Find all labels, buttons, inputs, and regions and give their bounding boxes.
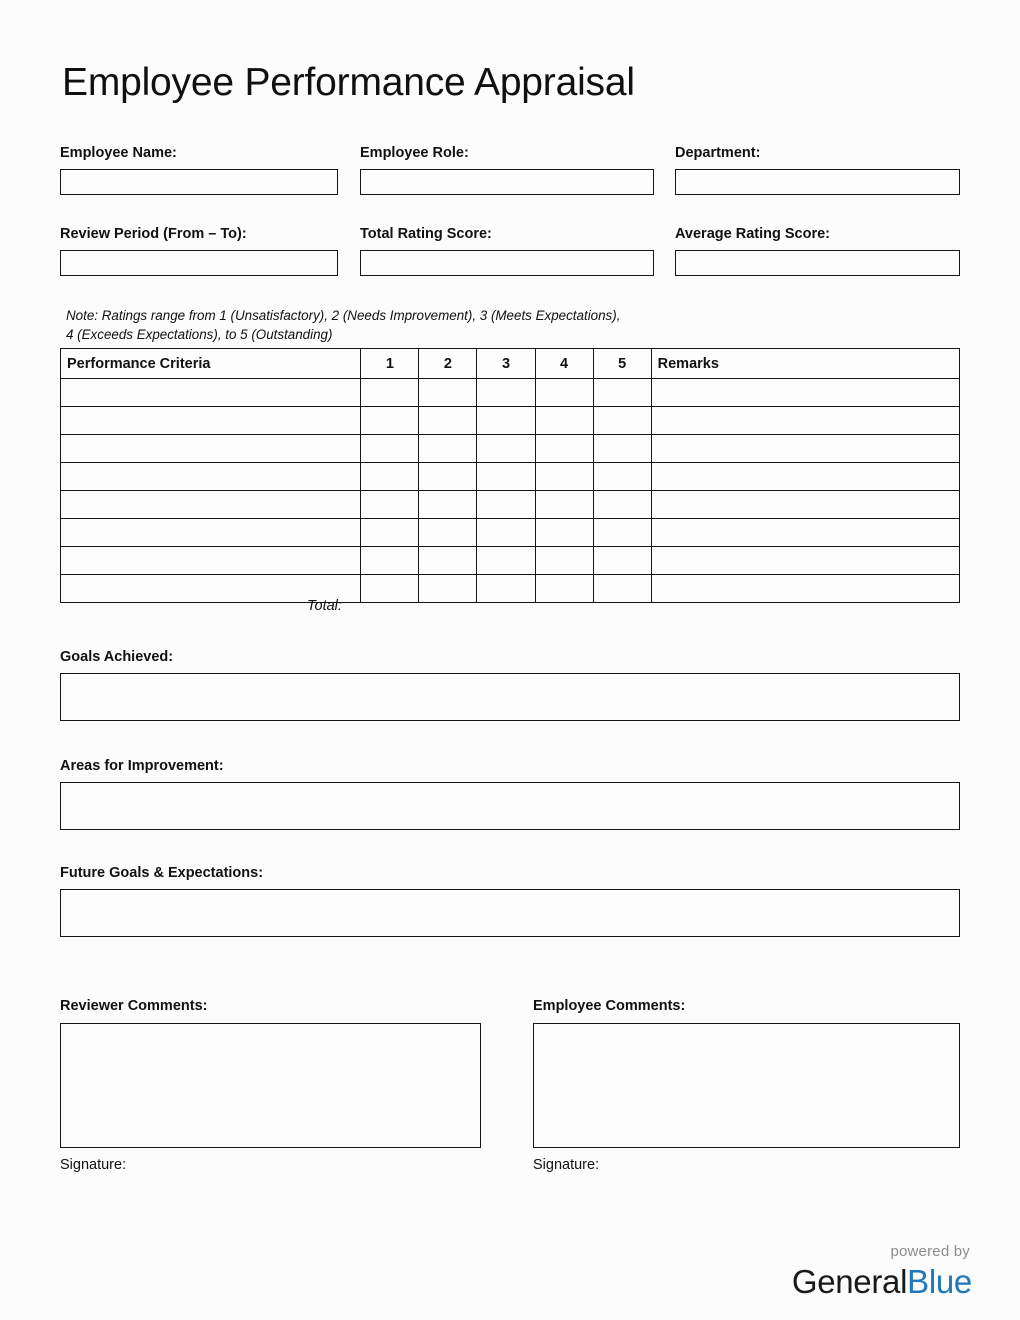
header-fields-row-2 <box>60 227 960 287</box>
field-department <box>675 146 960 195</box>
cell-rating-2[interactable] <box>419 379 477 407</box>
cell-remarks[interactable] <box>651 575 959 603</box>
column-header-rating-1: 1 <box>361 349 419 379</box>
reviewer-comments-textarea[interactable] <box>60 1023 481 1148</box>
performance-criteria-table <box>60 348 960 603</box>
cell-remarks[interactable] <box>651 407 959 435</box>
cell-rating-1[interactable] <box>361 519 419 547</box>
section-label-areas-for-improvement: Areas for Improvement: <box>60 758 224 774</box>
cell-rating-5[interactable] <box>593 435 651 463</box>
cell-rating-4[interactable] <box>535 575 593 603</box>
cell-rating-3[interactable] <box>477 407 535 435</box>
column-header-rating-3: 3 <box>477 349 535 379</box>
field-label-total-rating-score: Total Rating Score: <box>360 226 492 242</box>
cell-rating-4[interactable] <box>535 547 593 575</box>
review-period-input[interactable] <box>60 250 338 276</box>
cell-rating-2[interactable] <box>419 463 477 491</box>
cell-rating-1[interactable] <box>361 379 419 407</box>
employee-name-input[interactable] <box>60 169 338 195</box>
cell-remarks[interactable] <box>651 379 959 407</box>
cell-rating-1[interactable] <box>361 547 419 575</box>
cell-rating-1[interactable] <box>361 435 419 463</box>
cell-rating-3[interactable] <box>477 547 535 575</box>
column-header-rating-5: 5 <box>593 349 651 379</box>
cell-criteria[interactable] <box>61 463 361 491</box>
cell-rating-3[interactable] <box>477 379 535 407</box>
section-areas-for-improvement <box>60 759 960 830</box>
cell-rating-5[interactable] <box>593 575 651 603</box>
cell-rating-4[interactable] <box>535 379 593 407</box>
cell-remarks[interactable] <box>651 547 959 575</box>
average-rating-score-input[interactable] <box>675 250 960 276</box>
total-label: Total: <box>307 598 342 614</box>
section-label-future-goals-expectations: Future Goals & Expectations: <box>60 865 264 881</box>
cell-rating-2[interactable] <box>419 491 477 519</box>
table-row[interactable] <box>61 519 960 547</box>
field-label-review-period: Review Period (From – To): <box>60 226 247 242</box>
page-title: Employee Performance Appraisal <box>62 61 635 104</box>
cell-rating-3[interactable] <box>477 491 535 519</box>
cell-rating-1[interactable] <box>361 491 419 519</box>
cell-criteria[interactable] <box>61 407 361 435</box>
cell-rating-2[interactable] <box>419 407 477 435</box>
cell-rating-3[interactable] <box>477 519 535 547</box>
areas-for-improvement-textarea[interactable] <box>60 782 960 830</box>
cell-rating-5[interactable] <box>593 519 651 547</box>
cell-rating-3[interactable] <box>477 575 535 603</box>
comments-row <box>60 999 960 1189</box>
cell-criteria[interactable] <box>61 547 361 575</box>
table-row[interactable] <box>61 435 960 463</box>
brand-name-general: General <box>791 1263 908 1300</box>
cell-rating-3[interactable] <box>477 435 535 463</box>
cell-rating-5[interactable] <box>593 379 651 407</box>
employee-signature-label: Signature: <box>533 1156 600 1173</box>
reviewer-signature-label: Signature: <box>60 1156 127 1173</box>
rating-note-line-2: 4 (Exceeds Expectations), to 5 (Outstanding) <box>66 327 333 342</box>
cell-rating-4[interactable] <box>535 463 593 491</box>
table-row[interactable] <box>61 463 960 491</box>
table-body <box>61 379 960 603</box>
cell-remarks[interactable] <box>651 463 959 491</box>
cell-rating-4[interactable] <box>535 407 593 435</box>
cell-criteria[interactable] <box>61 435 361 463</box>
cell-rating-4[interactable] <box>535 435 593 463</box>
section-employee-comments <box>533 999 960 1173</box>
column-header-rating-2: 2 <box>419 349 477 379</box>
field-employee-name <box>60 146 338 195</box>
field-label-employee-role: Employee Role: <box>360 145 469 161</box>
cell-rating-1[interactable] <box>361 407 419 435</box>
cell-rating-5[interactable] <box>593 547 651 575</box>
cell-criteria[interactable] <box>61 519 361 547</box>
field-label-average-rating-score: Average Rating Score: <box>675 226 830 242</box>
table-row[interactable] <box>61 491 960 519</box>
cell-rating-5[interactable] <box>593 463 651 491</box>
total-rating-score-input[interactable] <box>360 250 654 276</box>
employee-role-input[interactable] <box>360 169 654 195</box>
powered-by-label: powered by <box>890 1243 970 1260</box>
future-goals-expectations-textarea[interactable] <box>60 889 960 937</box>
cell-rating-2[interactable] <box>419 547 477 575</box>
cell-remarks[interactable] <box>651 491 959 519</box>
field-label-employee-name: Employee Name: <box>60 145 177 161</box>
brand-wordmark <box>792 1265 972 1298</box>
header-fields-row-1 <box>60 146 960 206</box>
column-header-rating-4: 4 <box>535 349 593 379</box>
section-label-reviewer-comments: Reviewer Comments: <box>60 998 208 1014</box>
field-label-department: Department: <box>675 145 761 161</box>
general-blue-logo <box>792 1244 972 1298</box>
cell-remarks[interactable] <box>651 435 959 463</box>
cell-rating-5[interactable] <box>593 491 651 519</box>
section-reviewer-comments <box>60 999 481 1173</box>
department-input[interactable] <box>675 169 960 195</box>
rating-note-line-1: Note: Ratings range from 1 (Unsatisfactory), 2 (Needs Improvement), 3 (Meets Expectations), <box>66 308 621 323</box>
column-header-criteria: Performance Criteria <box>61 349 361 379</box>
cell-rating-1[interactable] <box>361 575 419 603</box>
field-employee-role <box>360 146 654 195</box>
goals-achieved-textarea[interactable] <box>60 673 960 721</box>
table-header-row <box>61 349 960 379</box>
cell-rating-4[interactable] <box>535 519 593 547</box>
cell-rating-2[interactable] <box>419 575 477 603</box>
cell-rating-4[interactable] <box>535 491 593 519</box>
rating-scale-note <box>66 306 826 344</box>
section-label-goals-achieved: Goals Achieved: <box>60 649 174 665</box>
cell-rating-2[interactable] <box>419 519 477 547</box>
field-total-rating-score <box>360 227 654 276</box>
table-row[interactable] <box>61 547 960 575</box>
employee-comments-textarea[interactable] <box>533 1023 960 1148</box>
section-goals-achieved <box>60 650 960 721</box>
section-label-employee-comments: Employee Comments: <box>533 998 686 1014</box>
field-review-period <box>60 227 338 276</box>
cell-criteria[interactable] <box>61 379 361 407</box>
cell-remarks[interactable] <box>651 519 959 547</box>
table-row[interactable] <box>61 379 960 407</box>
column-header-remarks: Remarks <box>651 349 959 379</box>
brand-name-blue: Blue <box>907 1263 972 1300</box>
field-average-rating-score <box>675 227 960 276</box>
table-row[interactable] <box>61 575 960 603</box>
cell-criteria[interactable] <box>61 491 361 519</box>
cell-rating-3[interactable] <box>477 463 535 491</box>
cell-rating-2[interactable] <box>419 435 477 463</box>
section-future-goals-expectations <box>60 866 960 937</box>
table-row[interactable] <box>61 407 960 435</box>
cell-rating-5[interactable] <box>593 407 651 435</box>
cell-rating-1[interactable] <box>361 463 419 491</box>
